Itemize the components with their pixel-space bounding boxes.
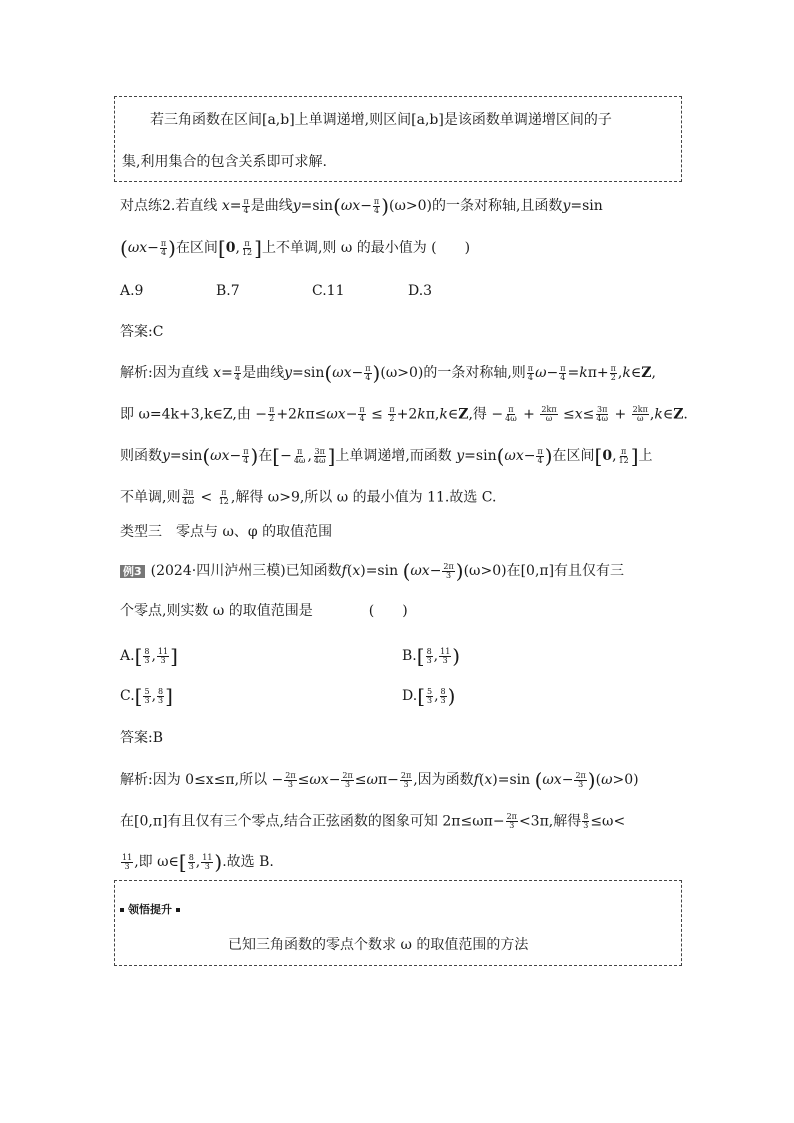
square-bullet-icon <box>120 908 124 912</box>
example3-answer: 答案:B <box>120 730 164 746</box>
insight-label: 领悟提升 <box>120 904 184 915</box>
exercise2-option-a[interactable]: A.9 <box>120 283 144 299</box>
example3-option-d[interactable]: D.[ $\frac{5}{3}$ , $\frac{8}{3}$ ) <box>402 684 456 708</box>
exercise2-solution-line-2: 即 ω=4k+3,k∈Z,由 − $\frac{\pi}{2}$ +2kπ≤ωx− $\frac{\pi}{4}$ ≤ $\frac{\pi}{2}$ +2kπ,k∈Z,得 − $\frac{\pi}{4\omega}$ + $\frac{2k\pi}{\omega}$ ≤x≤ $\frac{3\pi}{4\omega}$ + $\frac{2k\pi}{\omega}$ ,k∈Z. <box>120 405 688 423</box>
example3-option-b[interactable]: B.[ $\frac{8}{3}$ , $\frac{11}{3}$ ) <box>402 644 461 668</box>
exercise2-solution-line-3: 则函数y=sin(ωx− $\frac{\pi}{4}$ )在[− $\frac{\pi}{4\omega}$ , $\frac{3\pi}{4\omega}$ ]上单调递增,而函数 y=sin(ωx− $\frac{\pi}{4}$ )在区间[0, $\frac{\pi}{12}$ ]上 <box>120 444 653 468</box>
exercise2-line-1: 对点练2.若直线 x= $\frac{\pi}{4}$ 是曲线y=sin(ωx− $\frac{\pi}{4}$ )(ω>0)的一条对称轴,且函数y=sin <box>120 194 603 218</box>
tip-text-line-1: 若三角函数在区间[a,b]上单调递增,则区间[a,b]是该函数单调递增区间的子 <box>150 112 612 128</box>
exercise2-solution-line-4: 不单调,则 $\frac{3\pi}{4\omega}$ < $\frac{\pi}{12}$ ,解得 ω>9,所以 ω 的最小值为 11.故选 C. <box>120 488 497 506</box>
exercise2-line-2: (ωx− $\frac{\pi}{4}$ )在区间[0, $\frac{\pi}{12}$ ]上不单调,则 ω 的最小值为 ( ) <box>120 236 471 260</box>
square-bullet-icon <box>176 908 180 912</box>
example3-option-a[interactable]: A.[ $\frac{8}{3}$ , $\frac{11}{3}$ ] <box>120 644 178 668</box>
example3-solution-line-1: 解析:因为 0≤x≤π,所以 − $\frac{2\pi}{3}$ ≤ωx− $\frac{2\pi}{3}$ ≤ωπ− $\frac{2\pi}{3}$ ,因为函数f(x)=sin (ωx− $\frac{2\pi}{3}$ )(ω>0) <box>120 768 639 792</box>
exercise2-option-b[interactable]: B.7 <box>216 283 240 299</box>
example3-line-1: 例3 (2024·四川泸州三模)已知函数f(x)=sin (ωx− $\frac{2\pi}{3}$ )(ω>0)在[0,π]有且仅有三 <box>120 561 624 581</box>
insight-title: 已知三角函数的零点个数求 ω 的取值范围的方法 <box>228 937 529 953</box>
tip-text-line-2: 集,利用集合的包含关系即可求解. <box>122 154 327 170</box>
example3-tag: 例3 <box>120 565 145 578</box>
example3-solution-line-2: 在[0,π]有且仅有三个零点,结合正弦函数的图象可知 2π≤ωπ− $\frac{2\pi}{3}$ <3π,解得 $\frac{8}{3}$ ≤ω< <box>120 812 626 830</box>
example3-solution-line-3: $\frac{11}{3}$ ,即 ω∈[ $\frac{8}{3}$ , $\frac{11}{3}$ ).故选 B. <box>122 850 274 874</box>
example3-line-2: 个零点,则实数 ω 的取值范围是 ( ) <box>120 603 408 619</box>
type3-heading: 类型三 零点与 ω、φ 的取值范围 <box>120 524 333 540</box>
exercise2-option-c[interactable]: C.11 <box>312 283 345 299</box>
insight-box <box>114 880 682 966</box>
example3-option-c[interactable]: C.[ $\frac{5}{3}$ , $\frac{8}{3}$ ] <box>120 684 173 708</box>
exercise2-answer: 答案:C <box>120 324 164 340</box>
exercise2-solution-line-1: 解析:因为直线 x= $\frac{\pi}{4}$ 是曲线y=sin(ωx− $\frac{\pi}{4}$ )(ω>0)的一条对称轴,则 $\frac{\pi}{4}$ ω− $\frac{\pi}{4}$ =kπ+ $\frac{\pi}{2}$ ,k∈Z, <box>120 361 656 385</box>
exercise2-option-d[interactable]: D.3 <box>408 283 433 299</box>
